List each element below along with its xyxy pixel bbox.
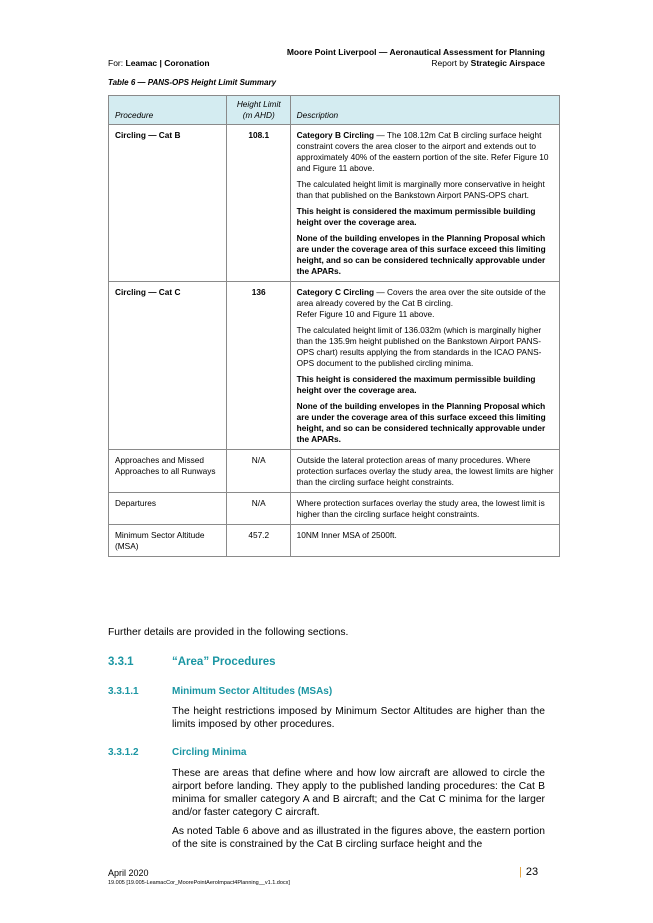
cell-procedure: Approaches and Missed Approaches to all Runways xyxy=(109,450,227,493)
table-row xyxy=(109,493,560,525)
report-by-prefix: Report by xyxy=(431,57,469,68)
cell-description: Outside the lateral protection areas of many procedures. Where protection surfaces overlay the study area, the lowest limits are higher than the circling surface height constraints. xyxy=(290,450,559,493)
desc-paragraph: The calculated height limit of 136.032m (which is marginally higher than the 135.9m height published on the Bankstown Airport PANS-OPS chart) results applying the from standards in the ICAO PANS-OPS document to the published circling minima. xyxy=(296,325,542,368)
desc-paragraph xyxy=(297,287,554,320)
section-number: 3.3.1.2 xyxy=(108,747,139,758)
cell-description: Where protection surfaces overlay the study area, the lowest limit is higher than the circling surface height constraints. xyxy=(290,493,559,525)
desc-paragraph: The calculated height limit is marginally more conservative in height than that published on the Bankstown Airport PANS-OPS chart. xyxy=(296,179,545,200)
desc-rest: — The 108.12m Cat B circling surface height constraint covers the area closer to the airport and extends out to approximately 40% of the eastern portion of the site. Refer Figure 10 and Figure 11 above. xyxy=(296,130,549,173)
cell-procedure: Departures xyxy=(109,493,227,525)
intro-text: Further details are provided in the following sections. xyxy=(108,627,349,638)
desc-paragraph: None of the building envelopes in the Planning Proposal which are under the coverage area of this surface exceed this limiting height, and so can be considered technically approvable under the APARs. xyxy=(296,401,546,444)
cell-height: 136 xyxy=(226,282,290,450)
client-name: Leamac | Coronation xyxy=(125,58,210,68)
header-height-line2: (m AHD) xyxy=(242,110,275,120)
page-number-divider: | xyxy=(519,866,522,878)
page-number xyxy=(519,866,538,878)
cell-description xyxy=(290,282,559,450)
desc-rest: — Covers the area over the site outside of the area already covered by the Cat B circling. xyxy=(296,287,546,308)
header-description: Description xyxy=(290,96,559,125)
header-height-limit xyxy=(226,96,290,125)
table-row xyxy=(109,450,560,493)
section-title: Minimum Sector Altitudes (MSAs) xyxy=(172,686,333,697)
section-number: 3.3.1 xyxy=(108,656,134,668)
header-procedure: Procedure xyxy=(109,96,227,125)
section-heading-3-3-1-2 xyxy=(108,747,246,758)
section-number: 3.3.1.1 xyxy=(108,686,139,697)
cell-height: 108.1 xyxy=(226,125,290,282)
page-number-value: 23 xyxy=(525,866,539,878)
header-height-line1: Height Limit xyxy=(236,99,281,109)
table-header-row xyxy=(109,96,560,125)
msa-paragraph: The height restrictions imposed by Minimum Sector Altitudes are higher than the limits imposed by other procedures. xyxy=(172,706,545,730)
section-heading-3-3-1-1 xyxy=(108,686,332,697)
cell-description xyxy=(290,125,559,282)
desc-rest2: Refer Figure 10 and Figure 11 above. xyxy=(296,309,435,319)
cell-procedure: Minimum Sector Altitude (MSA) xyxy=(109,525,227,557)
cell-procedure: Circling — Cat B xyxy=(109,125,227,282)
client-line xyxy=(108,58,210,68)
desc-lead: Category B Circling xyxy=(296,130,375,140)
circling-paragraph-2: As noted Table 6 above and as illustrated in the figures above, the eastern portion of the site is constrained by the Cat B circling surface height and the xyxy=(172,826,545,850)
table-row xyxy=(109,125,560,282)
desc-lead: Category C Circling xyxy=(296,287,375,297)
desc-paragraph: This height is considered the maximum permissible building height over the coverage area. xyxy=(296,206,536,227)
cell-description: 10NM Inner MSA of 2500ft. xyxy=(290,525,559,557)
document-header xyxy=(200,47,545,68)
circling-paragraph-1: These are areas that define where and how low aircraft are allowed to circle the airport before landing. They apply to the published landing procedures: the Cat B minima for smaller category A and B aircraft; and the Cat C minima for the larger and/or faster category C aircraft. xyxy=(172,768,545,818)
desc-paragraph: None of the building envelopes in the Planning Proposal which are under the coverage area of this surface exceed this limiting height, and so can be considered technically approvable under the APARs. xyxy=(296,233,546,276)
client-prefix: For: xyxy=(108,58,124,68)
report-by-name: Strategic Airspace xyxy=(470,57,545,68)
desc-paragraph xyxy=(297,130,554,174)
section-title: “Area” Procedures xyxy=(172,656,276,668)
footer-file-reference: 19.005 [19.005-LeamacCor_MoorePointAeroImpact4Planning__v1.1.docx] xyxy=(108,880,290,886)
report-by-line xyxy=(200,58,545,69)
cell-height: 457.2 xyxy=(226,525,290,557)
desc-paragraph: This height is considered the maximum permissible building height over the coverage area. xyxy=(296,374,536,395)
section-title: Circling Minima xyxy=(172,747,247,758)
table-caption: Table 6 — PANS-OPS Height Limit Summary xyxy=(108,78,277,87)
height-limit-table xyxy=(108,95,560,557)
document-title: Moore Point Liverpool — Aeronautical Assessment for Planning xyxy=(286,47,545,57)
cell-height: N/A xyxy=(226,493,290,525)
cell-procedure: Circling — Cat C xyxy=(109,282,227,450)
table-row xyxy=(109,525,560,557)
footer-date: April 2020 xyxy=(108,868,149,878)
table-row xyxy=(109,282,560,450)
section-heading-3-3-1 xyxy=(108,656,276,668)
cell-height: N/A xyxy=(226,450,290,493)
